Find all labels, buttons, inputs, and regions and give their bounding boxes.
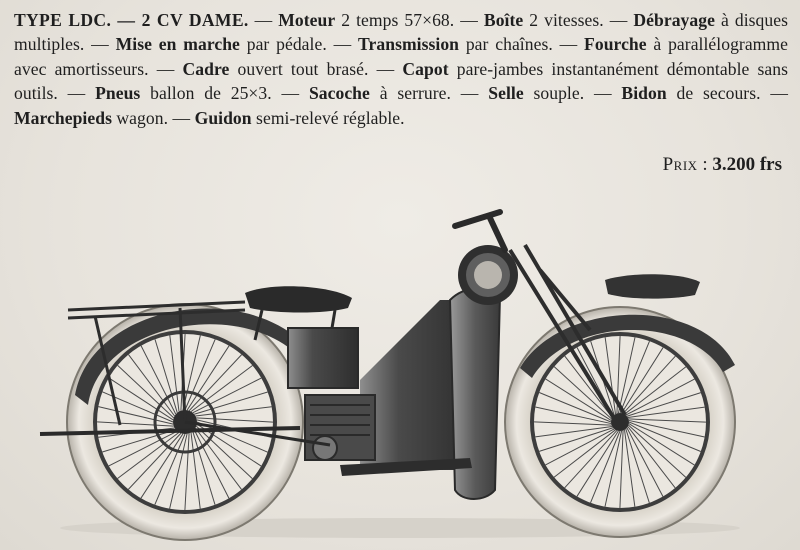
price-colon: :: [697, 154, 713, 175]
spec-separator: —: [454, 10, 484, 30]
front-pad: [605, 274, 700, 298]
spec-description: ballon de 25×3.: [140, 83, 272, 104]
spec-description: à disques multiples.: [14, 10, 788, 55]
spec-separator: —: [271, 83, 309, 104]
engine: [305, 395, 375, 460]
spec-description: ouvert tout brasé.: [229, 58, 369, 79]
spec-term: Débrayage: [633, 10, 715, 30]
spec-separator: —: [57, 83, 96, 104]
spec-term: Mise en marche: [115, 34, 240, 55]
spec-term: Fourche: [584, 34, 647, 55]
spec-separator: —: [603, 10, 634, 30]
spec-description: 2 vitesses.: [523, 10, 604, 30]
specification-paragraph: [14, 8, 788, 130]
spec-description: à parallélogramme avec amortisseurs.: [14, 34, 789, 79]
spec-description: de secours.: [666, 83, 761, 104]
price-label: Prix: [662, 154, 698, 175]
spec-separator: —: [84, 34, 116, 55]
spec-term: Sacoche: [308, 83, 370, 104]
spec-term: Guidon: [194, 107, 252, 128]
spec-separator: —: [451, 83, 489, 104]
spec-term: Moteur: [278, 10, 336, 30]
spec-separator: —: [148, 58, 183, 79]
spec-separator: —: [326, 34, 359, 55]
spec-description: 2 temps 57×68.: [335, 10, 455, 30]
spec-description: par chaînes.: [459, 34, 553, 55]
spec-term: Transmission: [358, 34, 460, 55]
spec-separator: —: [168, 107, 195, 128]
spec-term: Bidon: [621, 83, 667, 104]
spec-term: Boîte: [483, 10, 524, 30]
saddle: [245, 286, 352, 312]
spec-separator: —: [552, 34, 585, 55]
spec-description: à serrure.: [369, 83, 451, 104]
price-value: 3.200 frs: [712, 154, 782, 175]
spec-term: Capot: [402, 58, 449, 79]
spec-description: pare-jambes instantanément démontable sans outils.: [14, 58, 789, 104]
price-line: [663, 154, 782, 176]
spec-description: souple.: [523, 83, 585, 104]
spec-description: semi-relevé réglable.: [251, 107, 405, 128]
headlamp: [458, 245, 518, 305]
spec-description: wagon.: [111, 107, 169, 128]
spec-term: Cadre: [182, 58, 230, 79]
spec-term: Marchepieds: [14, 107, 112, 128]
spec-separator: —: [368, 58, 403, 79]
spec-separator: —: [248, 10, 279, 30]
tool-box: [288, 328, 358, 388]
spec-term: Selle: [488, 83, 524, 104]
handlebar: [455, 212, 505, 250]
spec-description: par pédale.: [239, 34, 327, 55]
spec-term: Pneus: [95, 83, 141, 104]
spec-separator: —: [760, 83, 788, 104]
model-type-label: TYPE LDC. — 2 CV DAME.: [14, 10, 249, 30]
spec-separator: —: [584, 83, 622, 104]
motorcycle-illustration: [0, 190, 800, 550]
